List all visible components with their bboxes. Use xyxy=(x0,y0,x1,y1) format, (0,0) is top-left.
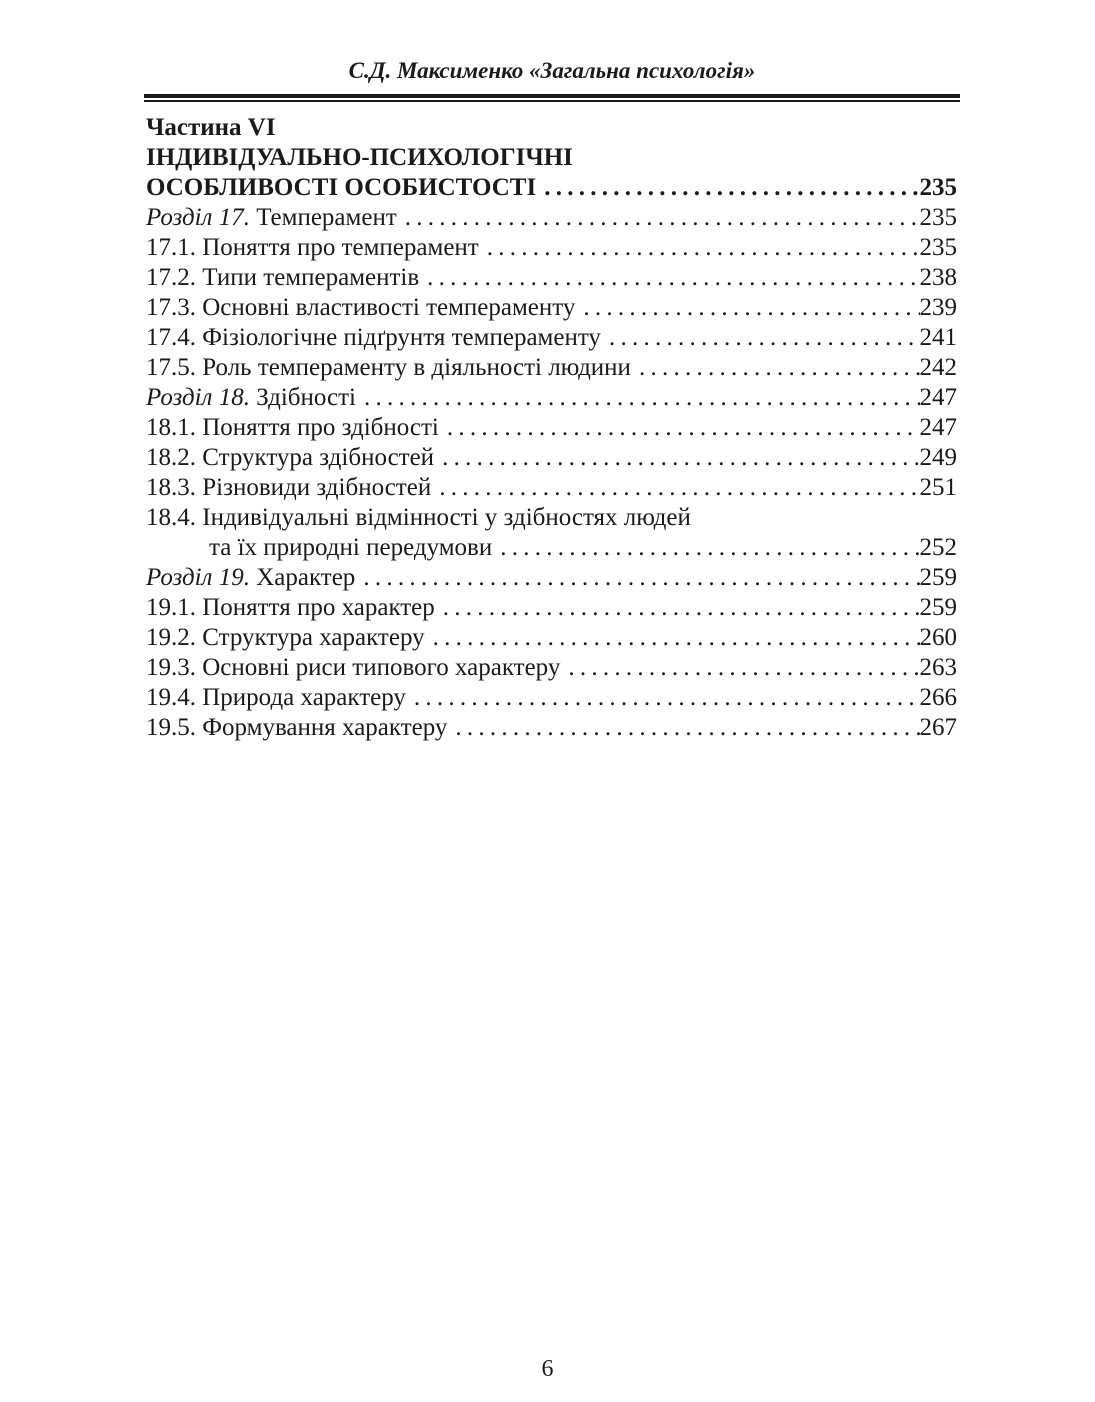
toc-entry[interactable] xyxy=(146,413,957,443)
entry-title xyxy=(146,233,479,263)
dot-leader xyxy=(479,233,920,263)
entry-title xyxy=(146,263,419,293)
part-label xyxy=(146,113,957,143)
toc-entry[interactable] xyxy=(146,473,957,503)
toc-entry[interactable] xyxy=(146,353,957,383)
page-ref: 249 xyxy=(919,444,957,471)
toc-entry[interactable] xyxy=(146,323,957,353)
entry-title-text: 18.3. Різновиди здібностей xyxy=(146,474,432,501)
dot-leader xyxy=(356,383,920,413)
running-header: С.Д. Максименко «Загальна психологія» xyxy=(348,58,756,83)
dot-leader xyxy=(431,473,919,503)
toc-entry[interactable] xyxy=(146,623,957,653)
entry-title xyxy=(146,623,425,653)
toc-entry[interactable] xyxy=(146,203,957,233)
dot-leader xyxy=(492,533,919,563)
page-ref: 247 xyxy=(919,384,957,411)
page-ref: 267 xyxy=(919,714,957,741)
part-label-text: Частина VI xyxy=(146,114,276,141)
entry-title xyxy=(146,353,631,383)
dot-leader xyxy=(419,263,919,293)
entry-title-text: Темперамент xyxy=(249,204,397,231)
page-ref: 235 xyxy=(919,174,957,201)
toc-entry[interactable] xyxy=(146,713,957,743)
entry-title xyxy=(209,533,492,563)
page-ref: 260 xyxy=(919,624,957,651)
part-title-text: ОСОБЛИВОСТІ ОСОБИСТОСТІ xyxy=(146,174,537,201)
toc-entry[interactable] xyxy=(146,293,957,323)
toc-entry[interactable] xyxy=(146,263,957,293)
entry-title xyxy=(146,683,406,713)
page-ref: 251 xyxy=(919,474,957,501)
dot-leader xyxy=(560,653,919,683)
dot-leader xyxy=(575,293,919,323)
header-rule-thin xyxy=(144,100,960,102)
toc-entry[interactable] xyxy=(146,233,957,263)
entry-title xyxy=(146,593,435,623)
entry-title-text: 17.5. Роль темпераменту в діяльності людини xyxy=(146,354,631,381)
page-ref: 241 xyxy=(919,324,957,351)
page-ref: 263 xyxy=(919,654,957,681)
entry-title: 18.4. Індивідуальні відмінності у здібностях людей xyxy=(146,504,691,531)
entry-title-text: 19.5. Формування характеру xyxy=(146,714,448,741)
page-ref: 238 xyxy=(919,264,957,291)
page-ref: 252 xyxy=(919,534,957,561)
entry-title xyxy=(146,413,439,443)
entry-title-text: 19.3. Основні риси типового характеру xyxy=(146,654,561,681)
entry-title xyxy=(146,383,356,413)
page-ref: 259 xyxy=(919,594,957,621)
section-prefix: Розділ 17. xyxy=(146,204,250,231)
dot-leader xyxy=(397,203,920,233)
part-title-line2[interactable] xyxy=(146,173,957,203)
entry-title xyxy=(146,713,447,743)
table-of-contents xyxy=(146,113,957,743)
entry-title-text: 19.4. Природа характеру xyxy=(146,684,406,711)
toc-entry[interactable] xyxy=(146,563,957,593)
section-prefix: Розділ 18. xyxy=(146,384,250,411)
entry-title xyxy=(146,293,575,323)
entry-title xyxy=(146,653,560,683)
entry-title-text: 17.3. Основні властивості темпераменту xyxy=(146,294,576,321)
page-ref: 235 xyxy=(919,204,957,231)
page-ref: 266 xyxy=(919,684,957,711)
entry-title-text: 17.4. Фізіологічне підґрунтя темпераменту xyxy=(146,324,601,351)
dot-leader xyxy=(447,713,919,743)
page-ref: 242 xyxy=(919,354,957,381)
page-number: 6 xyxy=(541,1356,554,1382)
page-ref: 247 xyxy=(919,414,957,441)
entry-title xyxy=(146,473,431,503)
dot-leader xyxy=(425,623,920,653)
dot-leader xyxy=(406,683,920,713)
toc-entry[interactable] xyxy=(146,593,957,623)
toc-entry[interactable] xyxy=(146,503,957,533)
dot-leader xyxy=(536,173,919,203)
entry-title-text: 17.2. Типи темпераментів xyxy=(146,264,420,291)
entry-title-text: 19.1. Поняття про характер xyxy=(146,594,435,621)
part-title-text: ІНДИВІДУАЛЬНО-ПСИХОЛОГІЧНІ xyxy=(146,144,573,171)
dot-leader xyxy=(601,323,920,353)
dot-leader xyxy=(435,593,920,623)
page-ref: 239 xyxy=(919,294,957,321)
entry-title-cont: та їх природні передумови xyxy=(209,534,493,561)
entry-title-text: Характер xyxy=(249,564,356,591)
toc-entry-continuation[interactable] xyxy=(146,533,957,563)
page-ref: 235 xyxy=(919,234,957,261)
entry-title-text: 19.2. Структура характеру xyxy=(146,624,425,651)
entry-title-text: Здібності xyxy=(249,384,356,411)
dot-leader xyxy=(631,353,920,383)
dot-leader xyxy=(355,563,919,593)
entry-title-text: 18.1. Поняття про здібності xyxy=(146,414,439,441)
entry-title xyxy=(146,563,355,593)
toc-entry[interactable] xyxy=(146,443,957,473)
dot-leader xyxy=(439,413,920,443)
entry-title xyxy=(146,443,434,473)
toc-entry[interactable] xyxy=(146,683,957,713)
entry-title xyxy=(146,203,397,233)
entry-title-text: 18.2. Структура здібностей xyxy=(146,444,435,471)
header-rule-thick xyxy=(144,94,960,98)
entry-title-text: 17.1. Поняття про темперамент xyxy=(146,234,479,261)
dot-leader xyxy=(434,443,919,473)
part-title-line1 xyxy=(146,143,957,173)
page-ref: 259 xyxy=(919,564,957,591)
section-prefix: Розділ 19. xyxy=(146,564,250,591)
toc-entry[interactable] xyxy=(146,383,957,413)
entry-title xyxy=(146,323,601,353)
toc-entry[interactable] xyxy=(146,653,957,683)
